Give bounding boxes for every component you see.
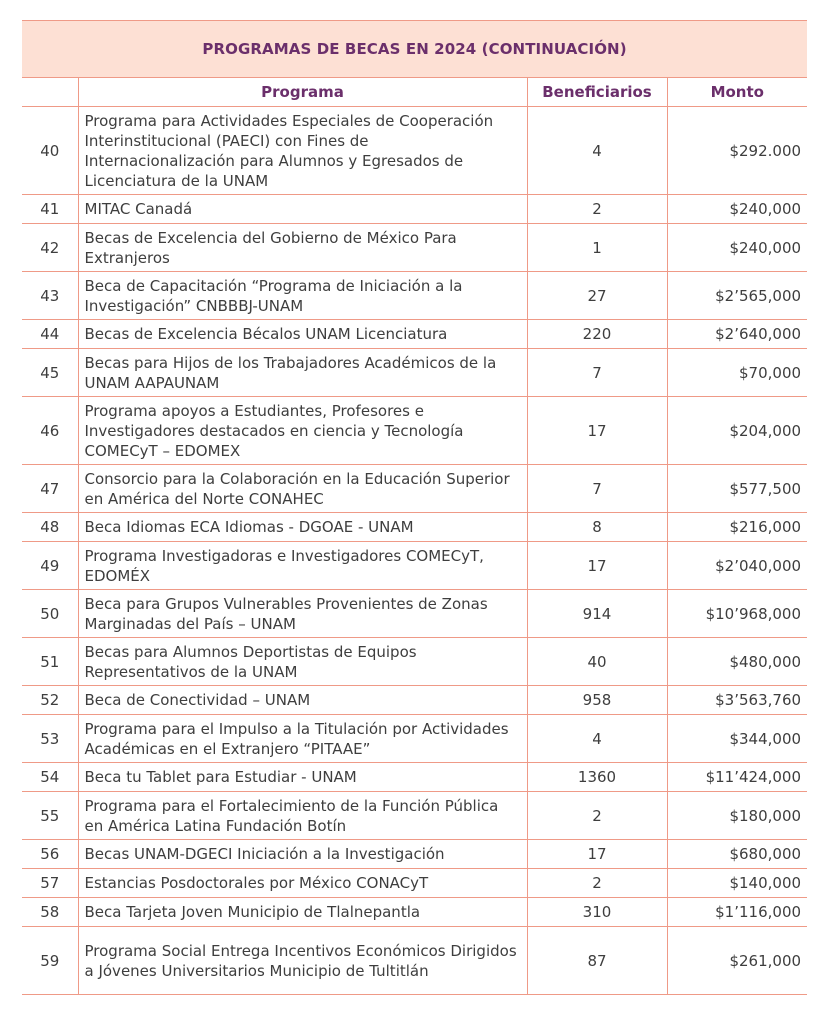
table-row [22,195,807,224]
row-amount: $2’040,000 [667,542,807,590]
row-number: 46 [22,397,78,465]
row-amount: $240,000 [667,195,807,224]
row-program: Programa Social Entrega Incentivos Económicos Dirigidos a Jóvenes Universitarios Municipio de Tultitlán [78,927,527,995]
row-program: Programa apoyos a Estudiantes, Profesores e Investigadores destacados en ciencia y Tecnología COMECyT – EDOMEX [78,397,527,465]
row-number: 53 [22,715,78,763]
row-amount: $11’424,000 [667,763,807,792]
table-row [22,224,807,272]
table-row [22,320,807,349]
table-row [22,715,807,763]
table-row [22,590,807,638]
row-number: 44 [22,320,78,349]
row-program: Beca Tarjeta Joven Municipio de Tlalnepantla [78,898,527,927]
table-row [22,349,807,397]
row-program: Becas de Excelencia Bécalos UNAM Licenciatura [78,320,527,349]
row-program: Beca tu Tablet para Estudiar - UNAM [78,763,527,792]
row-beneficiaries: 8 [527,513,667,542]
row-amount: $292.000 [667,107,807,195]
row-amount: $140,000 [667,869,807,898]
row-amount: $577,500 [667,465,807,513]
row-number: 48 [22,513,78,542]
row-program: Becas para Alumnos Deportistas de Equipos Representativos de la UNAM [78,638,527,686]
table-row [22,638,807,686]
row-number: 54 [22,763,78,792]
row-beneficiaries: 87 [527,927,667,995]
row-program: Beca para Grupos Vulnerables Provenientes de Zonas Marginadas del País – UNAM [78,590,527,638]
row-beneficiaries: 17 [527,840,667,869]
row-number: 41 [22,195,78,224]
row-number: 45 [22,349,78,397]
table-row [22,513,807,542]
row-number: 51 [22,638,78,686]
row-amount: $2’565,000 [667,272,807,320]
row-program: Beca de Conectividad – UNAM [78,686,527,715]
row-program: Estancias Posdoctorales por México CONACyT [78,869,527,898]
row-beneficiaries: 2 [527,869,667,898]
row-beneficiaries: 27 [527,272,667,320]
row-beneficiaries: 17 [527,397,667,465]
row-program: MITAC Canadá [78,195,527,224]
header-amount: Monto [667,78,807,107]
row-number: 58 [22,898,78,927]
table-row [22,272,807,320]
row-number: 57 [22,869,78,898]
row-number: 43 [22,272,78,320]
row-beneficiaries: 4 [527,107,667,195]
row-program: Beca Idiomas ECA Idiomas - DGOAE - UNAM [78,513,527,542]
row-number: 40 [22,107,78,195]
row-amount: $2’640,000 [667,320,807,349]
header-beneficiaries: Beneficiarios [527,78,667,107]
row-amount: $680,000 [667,840,807,869]
header-number [22,78,78,107]
scholarship-programs-table-container [22,20,807,995]
row-beneficiaries: 914 [527,590,667,638]
row-amount: $216,000 [667,513,807,542]
table-row [22,927,807,995]
table-row [22,542,807,590]
row-amount: $70,000 [667,349,807,397]
table-row [22,840,807,869]
row-beneficiaries: 310 [527,898,667,927]
row-program: Programa Investigadoras e Investigadores COMECyT, EDOMÉX [78,542,527,590]
row-amount: $3’563,760 [667,686,807,715]
row-number: 52 [22,686,78,715]
scholarship-programs-table [22,20,807,995]
row-beneficiaries: 2 [527,195,667,224]
row-program: Beca de Capacitación “Programa de Iniciación a la Investigación” CNBBBJ-UNAM [78,272,527,320]
table-row [22,686,807,715]
row-amount: $480,000 [667,638,807,686]
row-number: 59 [22,927,78,995]
table-row [22,763,807,792]
header-program: Programa [78,78,527,107]
row-program: Programa para Actividades Especiales de Cooperación Interinstitucional (PAECI) con Fines de Internacionalización para Alumnos y Egresados de Licenciatura de la UNAM [78,107,527,195]
row-number: 49 [22,542,78,590]
table-title: PROGRAMAS DE BECAS EN 2024 (CONTINUACIÓN) [22,21,807,78]
row-program: Becas UNAM-DGECI Iniciación a la Investigación [78,840,527,869]
row-amount: $204,000 [667,397,807,465]
row-number: 50 [22,590,78,638]
row-amount: $344,000 [667,715,807,763]
table-row [22,107,807,195]
row-beneficiaries: 4 [527,715,667,763]
row-program: Becas de Excelencia del Gobierno de México Para Extranjeros [78,224,527,272]
row-beneficiaries: 40 [527,638,667,686]
row-beneficiaries: 17 [527,542,667,590]
table-row [22,898,807,927]
table-row [22,869,807,898]
row-amount: $10’968,000 [667,590,807,638]
table-row [22,792,807,840]
table-header-row [22,78,807,107]
row-beneficiaries: 2 [527,792,667,840]
row-number: 42 [22,224,78,272]
row-amount: $180,000 [667,792,807,840]
table-row [22,397,807,465]
row-beneficiaries: 7 [527,465,667,513]
row-beneficiaries: 958 [527,686,667,715]
row-number: 55 [22,792,78,840]
row-program: Programa para el Fortalecimiento de la Función Pública en América Latina Fundación Botín [78,792,527,840]
row-beneficiaries: 220 [527,320,667,349]
row-amount: $1’116,000 [667,898,807,927]
row-amount: $240,000 [667,224,807,272]
row-beneficiaries: 7 [527,349,667,397]
row-program: Programa para el Impulso a la Titulación por Actividades Académicas en el Extranjero “PITAAE” [78,715,527,763]
row-beneficiaries: 1360 [527,763,667,792]
row-program: Becas para Hijos de los Trabajadores Académicos de la UNAM AAPAUNAM [78,349,527,397]
row-number: 47 [22,465,78,513]
table-title-row [22,21,807,78]
table-row [22,465,807,513]
row-beneficiaries: 1 [527,224,667,272]
row-program: Consorcio para la Colaboración en la Educación Superior en América del Norte CONAHEC [78,465,527,513]
row-amount: $261,000 [667,927,807,995]
row-number: 56 [22,840,78,869]
